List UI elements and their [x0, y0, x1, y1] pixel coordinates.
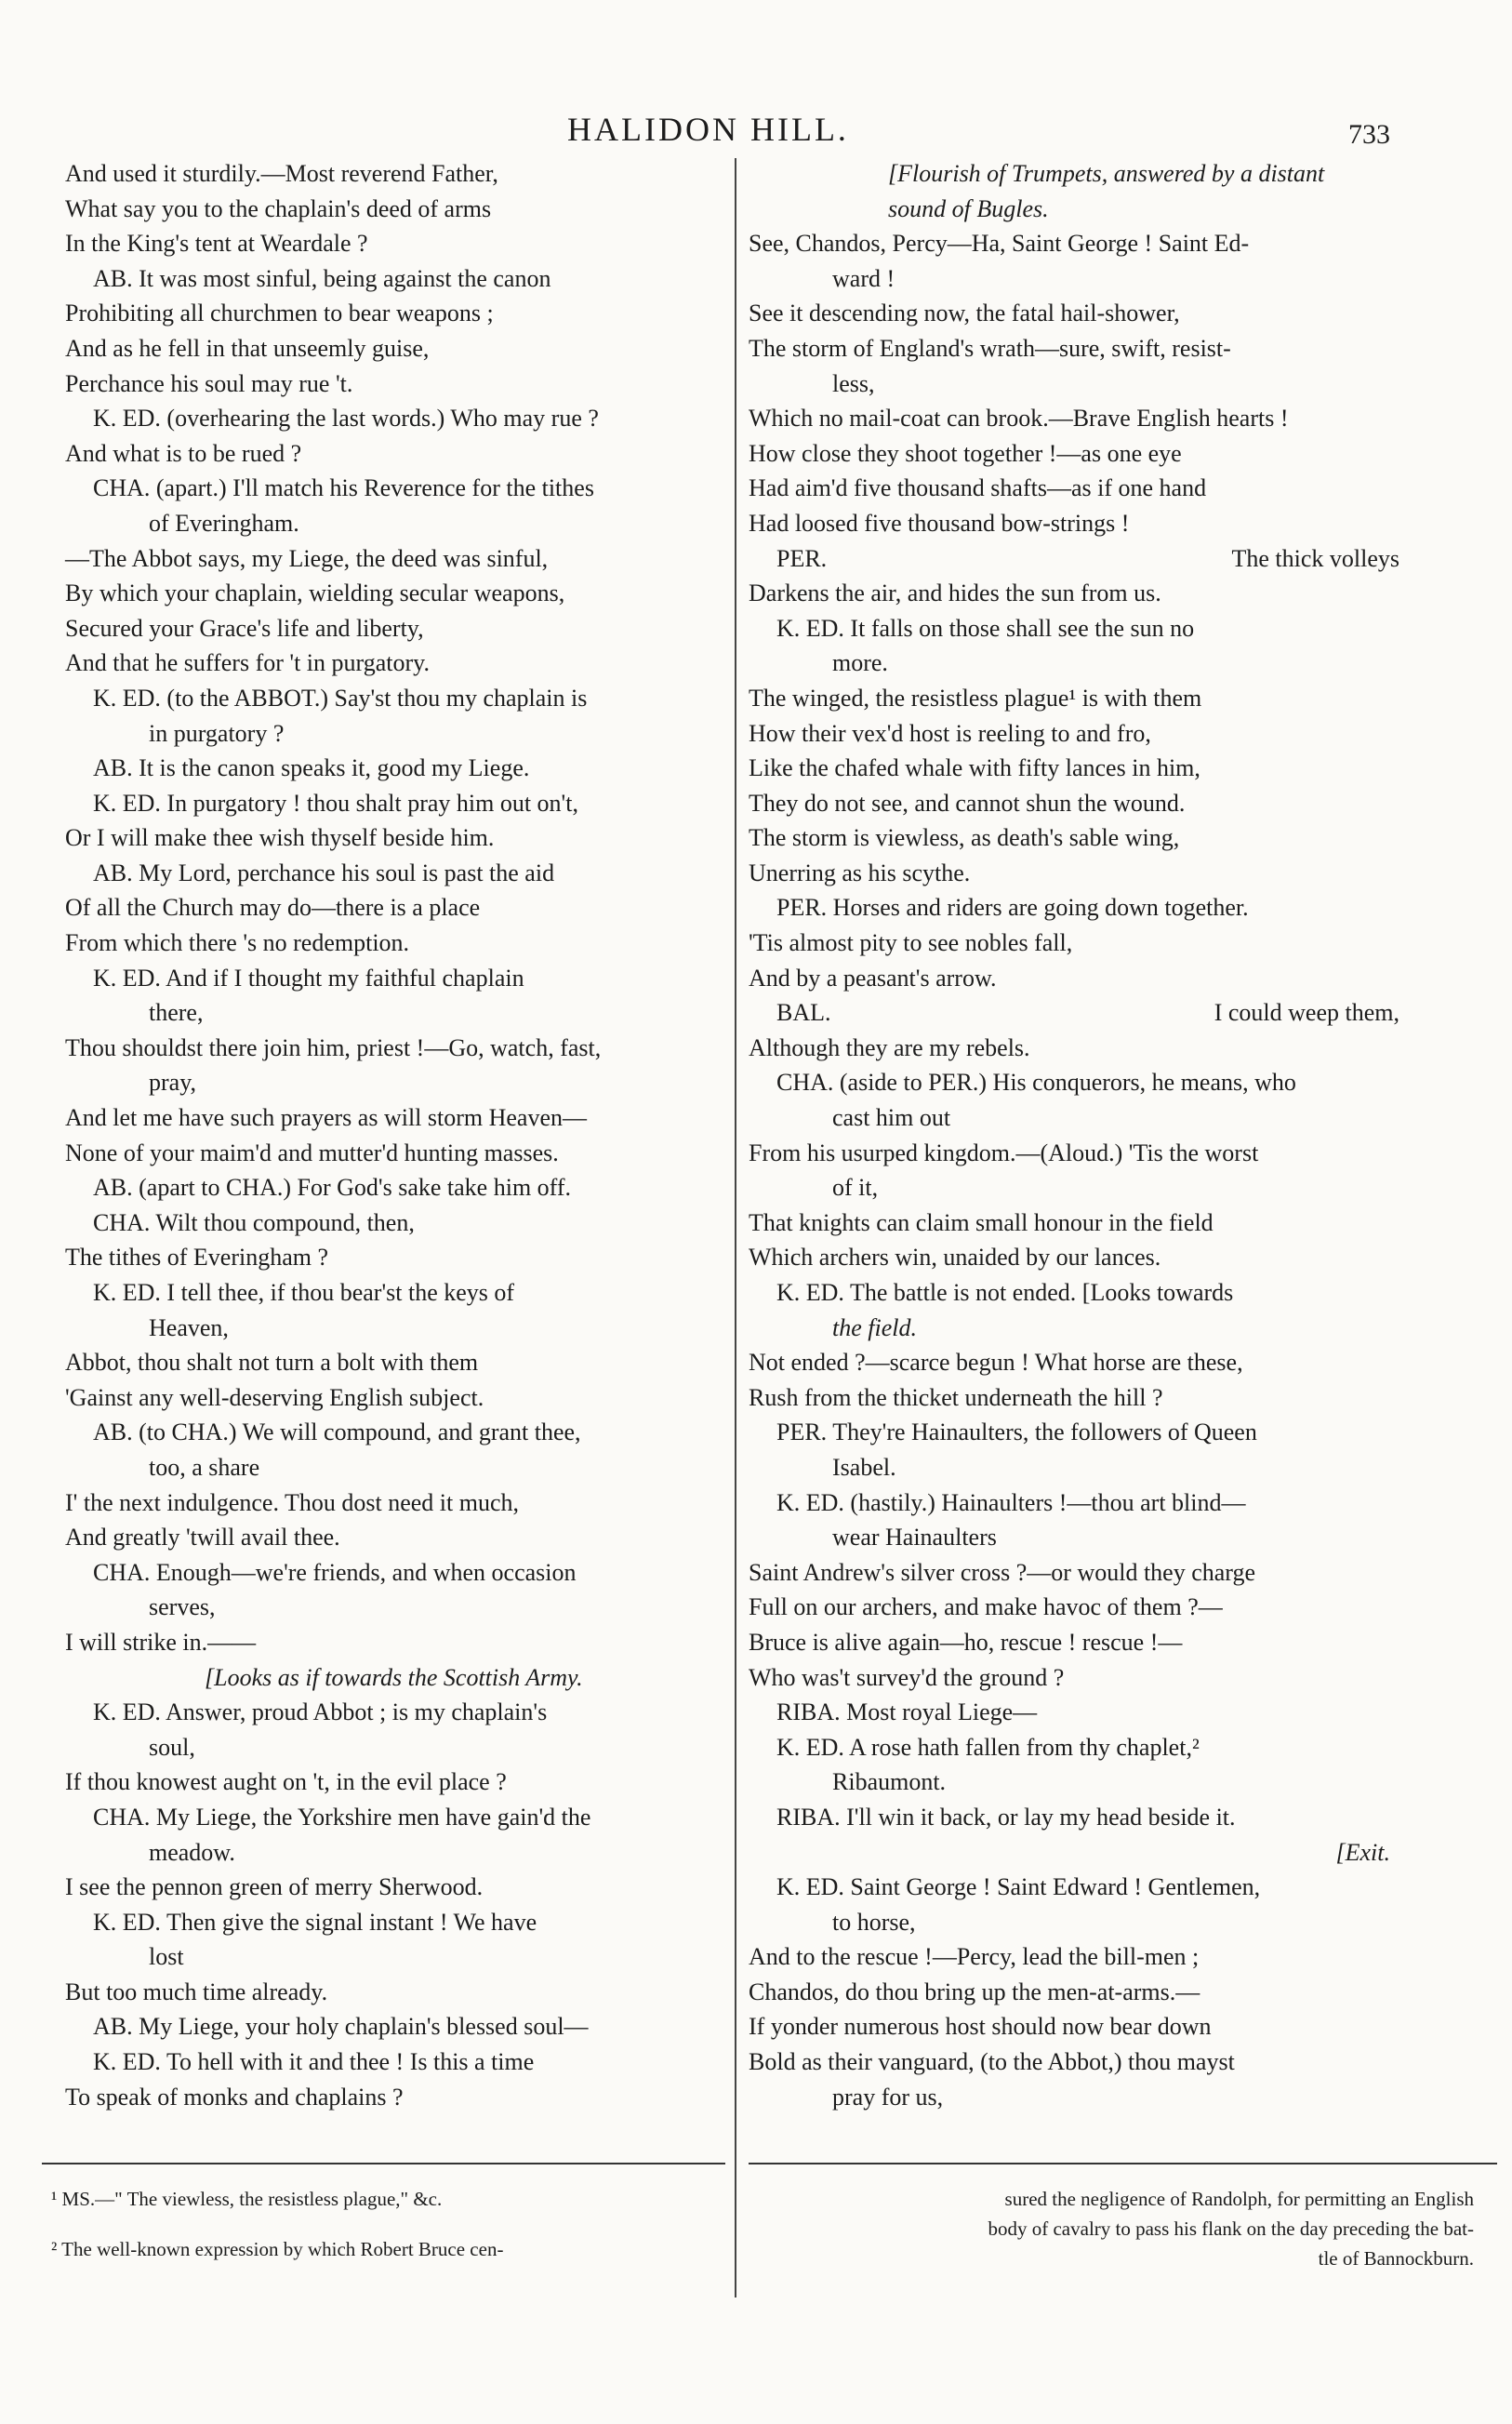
verse-continuation: of Everingham. [149, 509, 299, 537]
page-number: 733 [1348, 119, 1390, 150]
verse-line: And used it sturdily.—Most reverend Father, [65, 160, 498, 187]
speech-line: AB. (apart to CHA.) For God's sake take him off. [93, 1174, 572, 1202]
footnote: ² The well-known expression by which Robert Bruce cen- [51, 2238, 504, 2260]
split-speech-line [749, 541, 1399, 577]
verse-continuation: in purgatory ? [149, 719, 285, 747]
speech-line: K. ED. (to the ABBOT.) Say'st thou my chaplain is [93, 684, 588, 712]
stage-direction: [Looks as if towards the Scottish Army. [205, 1663, 583, 1691]
speech-line: K. ED. Answer, proud Abbot ; is my chaplain's [93, 1698, 548, 1726]
footnote-line: tle of Bannockburn. [1318, 2247, 1474, 2270]
speech-line: K. ED. I tell thee, if thou bear'st the keys of [93, 1279, 515, 1306]
verse-line: Had loosed five thousand bow-strings ! [749, 509, 1130, 537]
verse-line: If thou knowest aught on 't, in the evil place ? [65, 1768, 507, 1796]
footnotes-right [749, 2184, 1483, 2273]
verse-continuation: less, [832, 369, 875, 397]
footnote-line: sured the negligence of Randolph, for permitting an English [1004, 2188, 1474, 2210]
verse-continuation: to horse, [832, 1908, 916, 1936]
verse-line: 'Gainst any well-deserving English subject. [65, 1383, 484, 1411]
verse-line: And what is to be rued ? [65, 439, 302, 467]
verse-line: That knights can claim small honour in the field [749, 1208, 1214, 1236]
speech-line: K. ED. A rose hath fallen from thy chaplet,² [776, 1733, 1200, 1761]
verse-line: How close they shoot together !—as one eye [749, 439, 1182, 467]
stage-direction: the field. [832, 1313, 917, 1341]
verse-continuation: too, a share [149, 1453, 260, 1481]
verse-line: See it descending now, the fatal hail-shower, [749, 300, 1180, 327]
speech-line: CHA. Enough—we're friends, and when occasion [93, 1558, 577, 1586]
verse-continuation: lost [149, 1943, 184, 1971]
verse-continuation: Ribaumont. [832, 1768, 947, 1796]
column-divider [735, 158, 736, 2297]
right-column [749, 156, 1399, 2114]
speaker-name: BAL. [776, 999, 831, 1027]
verse-continuation: pray, [149, 1069, 197, 1097]
verse-line: And as he fell in that unseemly guise, [65, 334, 430, 362]
verse-line: The winged, the resistless plague¹ is with them [749, 684, 1202, 712]
verse-line: Bold as their vanguard, (to the Abbot,) thou mayst [749, 2048, 1235, 2076]
verse-line: Unerring as his scythe. [749, 859, 971, 886]
verse-line: To speak of monks and chaplains ? [65, 2083, 404, 2111]
speech-line: K. ED. It falls on those shall see the sun no [776, 614, 1195, 642]
verse-line: Perchance his soul may rue 't. [65, 369, 353, 397]
verse-line: Prohibiting all churchmen to bear weapons ; [65, 300, 494, 327]
verse-line: Rush from the thicket underneath the hill ? [749, 1383, 1163, 1411]
verse-line: I will strike in.—— [65, 1628, 257, 1656]
speech-line: PER. They're Hainaulters, the followers of Queen [776, 1418, 1257, 1446]
speech-line: K. ED. (hastily.) Hainaulters !—thou art blind— [776, 1488, 1246, 1516]
speech-line: CHA. My Liege, the Yorkshire men have gain'd the [93, 1803, 591, 1831]
verse-line: Or I will make thee wish thyself beside him. [65, 824, 495, 852]
verse-line: And that he suffers for 't in purgatory. [65, 649, 430, 677]
footnote-rule-right [749, 2163, 1497, 2164]
verse-line: But too much time already. [65, 1978, 328, 2005]
verse-continuation: cast him out [832, 1104, 951, 1132]
speech-line: CHA. (aside to PER.) His conquerors, he means, who [776, 1069, 1296, 1097]
verse-line: The tithes of Everingham ? [65, 1244, 329, 1272]
verse-continuation: ward ! [832, 264, 895, 292]
verse-line: 'Tis almost pity to see nobles fall, [749, 929, 1073, 957]
stage-direction: [Exit. [1335, 1838, 1390, 1866]
verse-line: From which there 's no redemption. [65, 929, 410, 957]
verse-continuation: more. [832, 649, 888, 677]
verse-continuation: of it, [832, 1174, 879, 1202]
speech-line: K. ED. Saint George ! Saint Edward ! Gentlemen, [776, 1873, 1261, 1901]
verse-line: And let me have such prayers as will storm Heaven— [65, 1104, 588, 1132]
verse-line: I' the next indulgence. Thou dost need it much, [65, 1488, 519, 1516]
verse-continuation: Heaven, [149, 1313, 229, 1341]
split-speech-line [749, 995, 1399, 1031]
verse-line: Which archers win, unaided by our lances. [749, 1244, 1161, 1272]
verse-line: And to the rescue !—Percy, lead the bill-men ; [749, 1943, 1200, 1971]
verse-line: Had aim'd five thousand shafts—as if one hand [749, 474, 1207, 502]
speech-text: I could weep them, [1214, 999, 1399, 1027]
verse-line: Abbot, thou shalt not turn a bolt with them [65, 1349, 479, 1377]
footnotes-left [51, 2184, 730, 2264]
verse-line: I see the pennon green of merry Sherwood. [65, 1873, 484, 1901]
verse-line: Chandos, do thou bring up the men-at-arms.— [749, 1978, 1200, 2005]
running-title: HALIDON HILL. [567, 111, 849, 148]
verse-line: Bruce is alive again—ho, rescue ! rescue !— [749, 1628, 1183, 1656]
verse-continuation: serves, [149, 1593, 216, 1621]
verse-line: What say you to the chaplain's deed of arms [65, 194, 492, 222]
speech-line: K. ED. Then give the signal instant ! We have [93, 1908, 537, 1936]
verse-continuation: wear Hainaulters [832, 1524, 997, 1552]
verse-line: How their vex'd host is reeling to and fro, [749, 719, 1151, 747]
verse-line: And by a peasant's arrow. [749, 964, 997, 992]
verse-continuation: meadow. [149, 1838, 235, 1866]
verse-line: Not ended ?—scarce begun ! What horse are these, [749, 1349, 1243, 1377]
verse-line: In the King's tent at Weardale ? [65, 230, 368, 258]
speech-line: AB. My Lord, perchance his soul is past the aid [93, 859, 555, 886]
speech-line: RIBA. Most royal Liege— [776, 1698, 1038, 1726]
verse-line: Thou shouldst there join him, priest !—Go, watch, fast, [65, 1033, 602, 1061]
page-header [0, 110, 1512, 156]
speech-line: K. ED. The battle is not ended. [Looks towards [776, 1279, 1234, 1306]
speech-line: CHA. Wilt thou compound, then, [93, 1208, 415, 1236]
footnote-line: body of cavalry to pass his flank on the day preceding the bat- [988, 2218, 1474, 2240]
speech-line: K. ED. In purgatory ! thou shalt pray him out on't, [93, 789, 578, 817]
verse-line: From his usurped kingdom.—(Aloud.) 'Tis the worst [749, 1139, 1259, 1166]
verse-line: Secured your Grace's life and liberty, [65, 614, 424, 642]
speech-line: AB. It is the canon speaks it, good my Liege. [93, 754, 530, 782]
left-column [65, 156, 725, 2114]
verse-line: Which no mail-coat can brook.—Brave English hearts ! [749, 405, 1289, 433]
verse-continuation: there, [149, 999, 204, 1027]
verse-line: Like the chafed whale with fifty lances in him, [749, 754, 1200, 782]
speech-line: K. ED. And if I thought my faithful chaplain [93, 964, 524, 992]
verse-line: If yonder numerous host should now bear down [749, 2013, 1212, 2041]
verse-continuation: pray for us, [832, 2083, 944, 2111]
verse-line: The storm of England's wrath—sure, swift, resist- [749, 334, 1231, 362]
speech-line: K. ED. To hell with it and thee ! Is this a time [93, 2048, 535, 2076]
verse-line: They do not see, and cannot shun the wound. [749, 789, 1186, 817]
speech-line: AB. (to CHA.) We will compound, and grant thee, [93, 1418, 581, 1446]
stage-direction: [Flourish of Trumpets, answered by a distant [888, 160, 1325, 187]
verse-line: Saint Andrew's silver cross ?—or would they charge [749, 1558, 1256, 1586]
verse-line: Darkens the air, and hides the sun from us. [749, 579, 1161, 607]
footnote-rule-left [42, 2163, 725, 2164]
verse-line: By which your chaplain, wielding secular weapons, [65, 579, 565, 607]
speech-line: RIBA. I'll win it back, or lay my head beside it. [776, 1803, 1236, 1831]
verse-line: Although they are my rebels. [749, 1033, 1030, 1061]
speech-line: PER. Horses and riders are going down together. [776, 894, 1249, 922]
stage-direction: sound of Bugles. [888, 194, 1049, 222]
speech-text: The thick volleys [1231, 544, 1399, 572]
verse-line: And greatly 'twill avail thee. [65, 1524, 340, 1552]
speech-line: K. ED. (overhearing the last words.) Who may rue ? [93, 405, 599, 433]
verse-line: None of your maim'd and mutter'd hunting masses. [65, 1139, 559, 1166]
verse-line: See, Chandos, Percy—Ha, Saint George ! Saint Ed- [749, 230, 1250, 258]
speech-line: CHA. (apart.) I'll match his Reverence for the tithes [93, 474, 594, 502]
verse-line: Full on our archers, and make havoc of them ?— [749, 1593, 1223, 1621]
footnote: ¹ MS.—" The viewless, the resistless plague," &c. [51, 2188, 443, 2210]
speaker-name: PER. [776, 544, 828, 572]
verse-line: Of all the Church may do—there is a place [65, 894, 481, 922]
verse-continuation: soul, [149, 1733, 195, 1761]
verse-line: —The Abbot says, my Liege, the deed was sinful, [65, 544, 549, 572]
verse-line: Who was't survey'd the ground ? [749, 1663, 1065, 1691]
speech-line: AB. It was most sinful, being against the canon [93, 264, 551, 292]
speech-line: AB. My Liege, your holy chaplain's blessed soul— [93, 2013, 589, 2041]
verse-line: The storm is viewless, as death's sable wing, [749, 824, 1180, 852]
verse-continuation: Isabel. [832, 1453, 896, 1481]
